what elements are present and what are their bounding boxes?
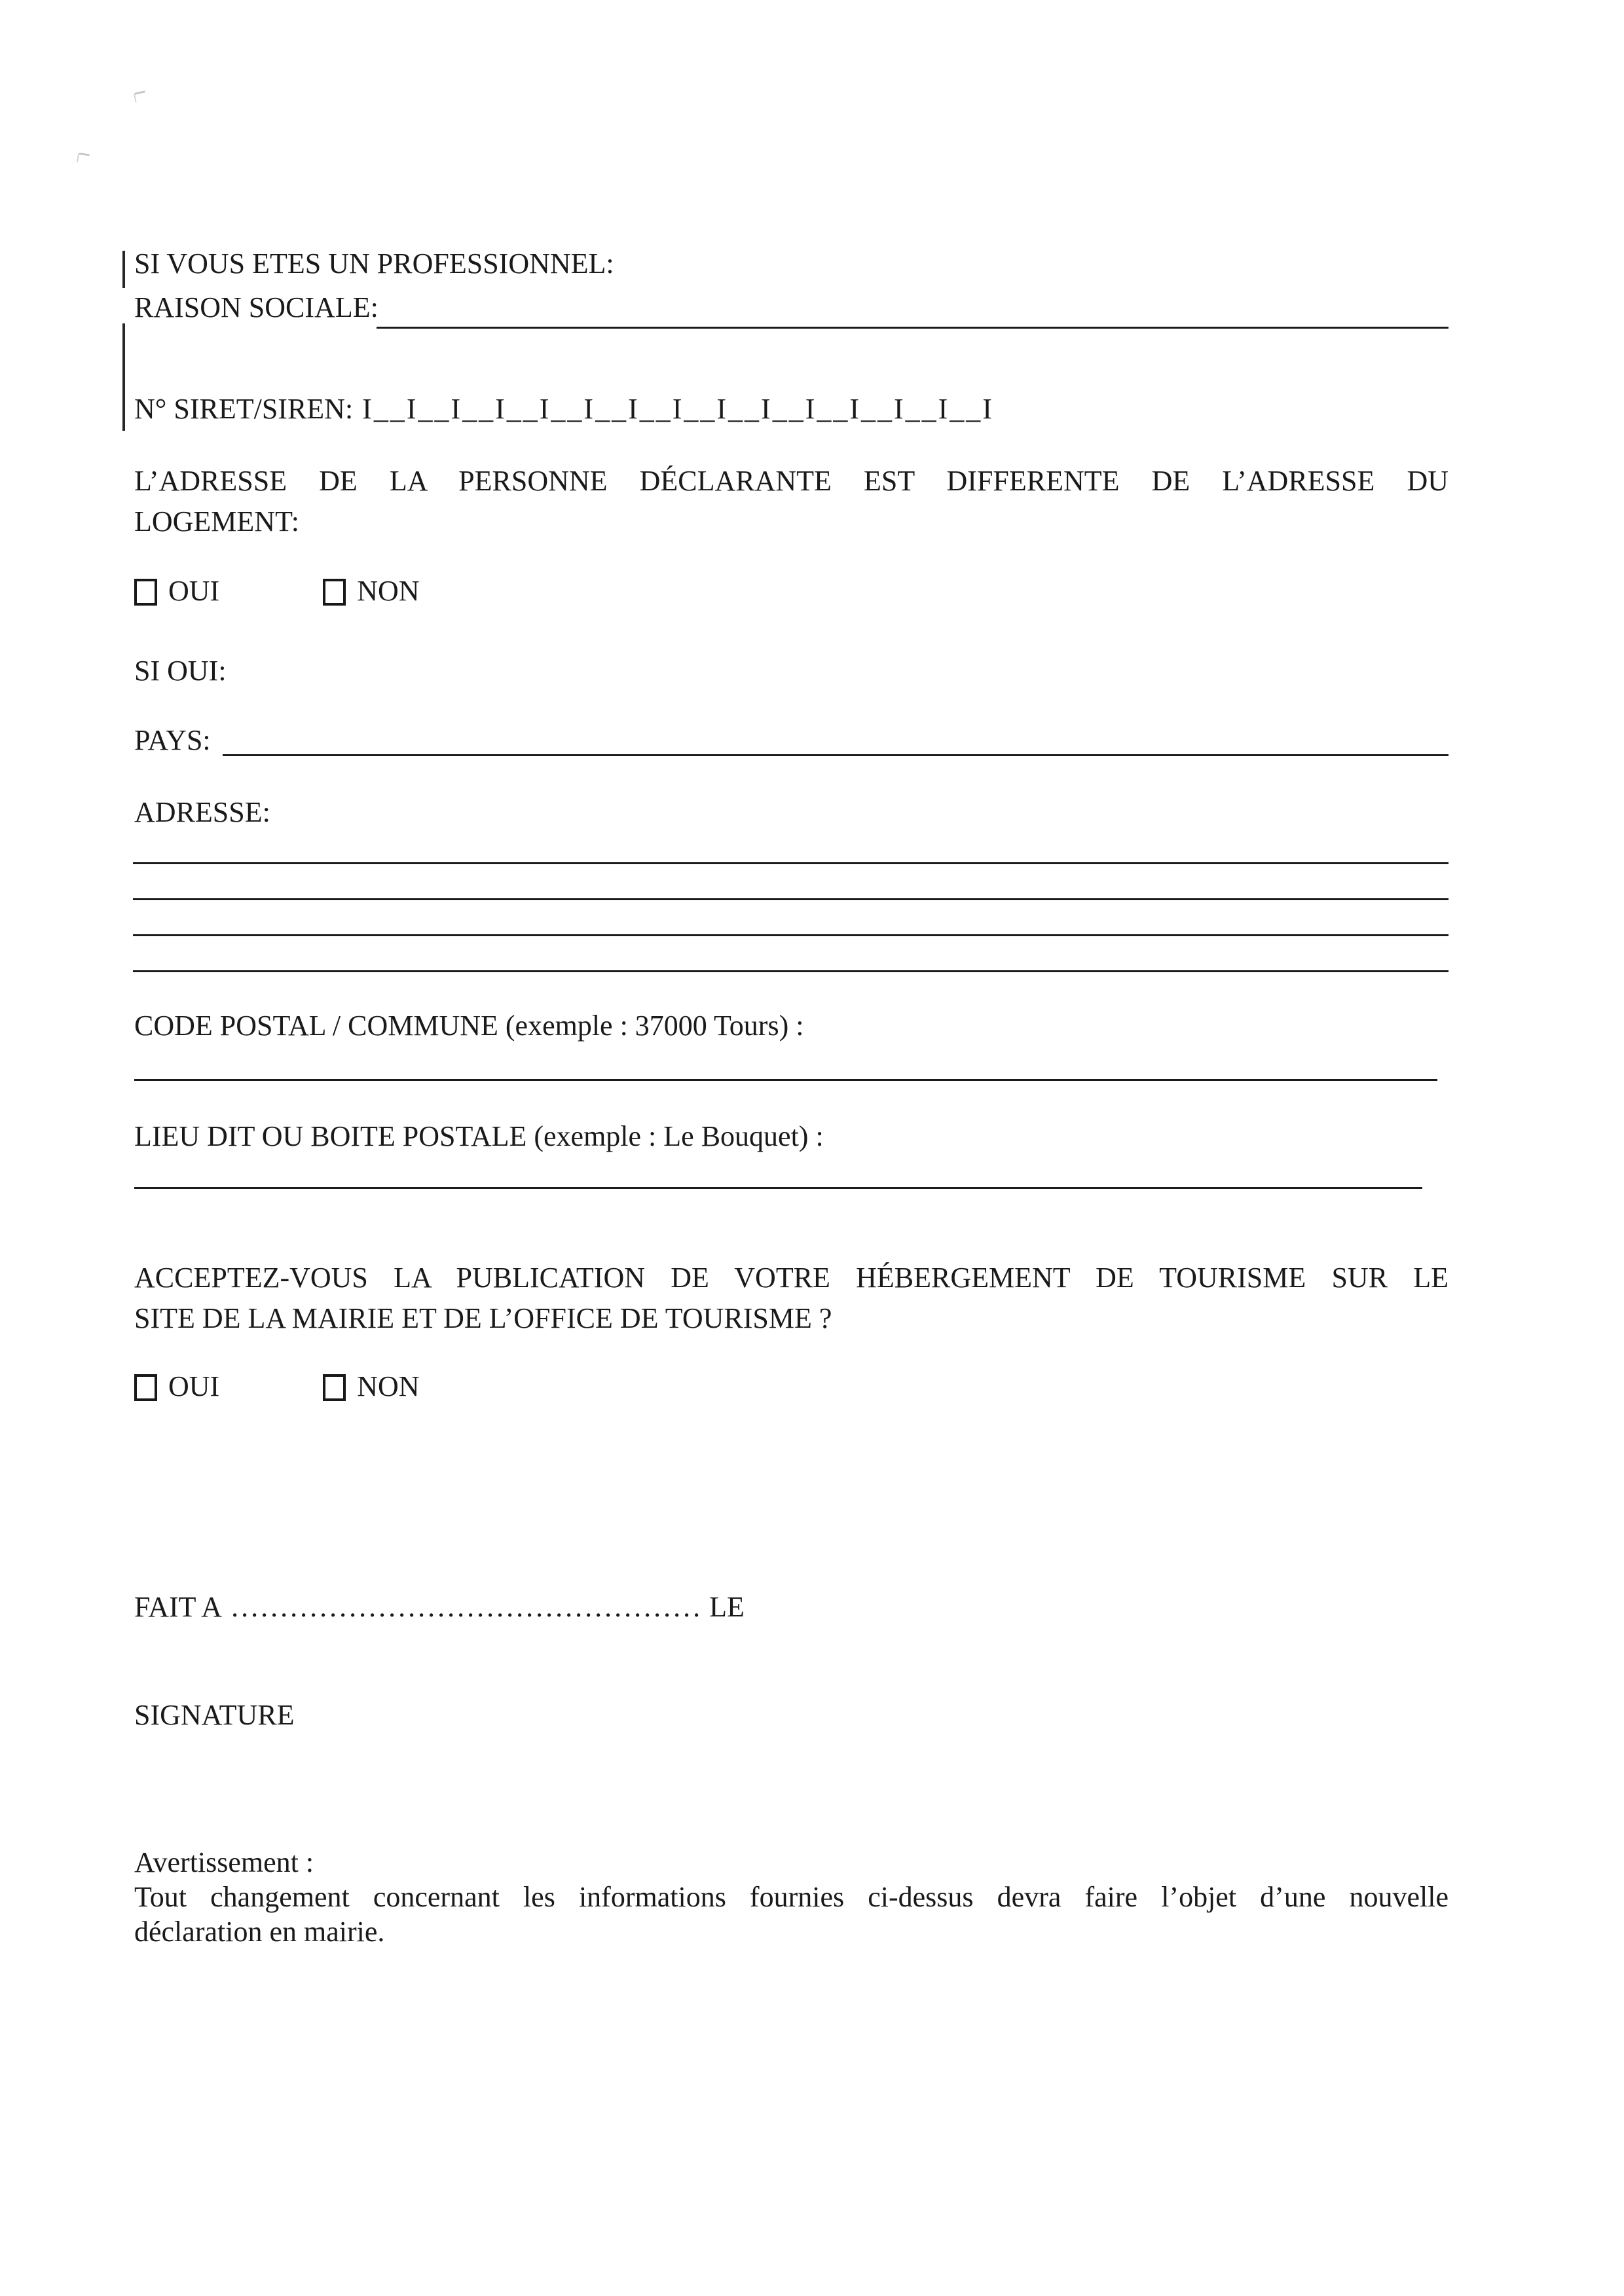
adresse-field-line-1[interactable] [133, 862, 1449, 864]
siret-row [134, 392, 994, 426]
adresse-field-line-2[interactable] [133, 898, 1449, 900]
code-postal-field-line[interactable] [134, 1079, 1437, 1081]
scan-artifact-2 [77, 153, 90, 164]
raison-sociale-field-line[interactable] [377, 327, 1449, 329]
address-choice-row [134, 574, 420, 608]
adresse-field-line-4[interactable] [133, 970, 1449, 972]
fait-a-dotted-line[interactable]: ................................................ [231, 1591, 703, 1623]
lieu-dit-field-line[interactable] [134, 1187, 1422, 1189]
publication-question-line1: ACCEPTEZ-VOUS LA PUBLICATION DE VOTRE HÉBERGEMENT DE TOURISME SUR LE [134, 1262, 1449, 1294]
oui-checkbox-publication[interactable] [134, 1374, 157, 1401]
le-label: LE [709, 1591, 745, 1623]
adresse-label: ADRESSE: [134, 796, 270, 828]
professional-section-heading: SI VOUS ETES UN PROFESSIONNEL: [134, 247, 614, 280]
lieu-dit-label: LIEU DIT OU BOITE POSTALE (exemple : Le Bouquet) : [134, 1120, 824, 1152]
code-postal-label: CODE POSTAL / COMMUNE (exemple : 37000 Tours) : [134, 1010, 804, 1042]
notice-body-line2: déclaration en mairie. [134, 1916, 385, 1948]
fait-a-row [134, 1590, 745, 1624]
notice-title: Avertissement : [134, 1846, 314, 1878]
address-question-line2: LOGEMENT: [134, 505, 299, 538]
notice-body-line1: Tout changement concernant les informations fournies ci-dessus devra faire l’objet d’une nouvelle [134, 1881, 1449, 1913]
siret-digit-boxes[interactable]: I__I__I__I__I__I__I__I__I__I__I__I__I__I__I [362, 393, 994, 425]
oui-checkbox-address[interactable] [134, 579, 157, 606]
signature-label: SIGNATURE [134, 1699, 295, 1731]
fait-a-label: FAIT A [134, 1591, 223, 1623]
publication-choice-row [134, 1369, 420, 1404]
margin-revision-bar-1 [122, 251, 125, 288]
pays-field-line[interactable] [223, 754, 1449, 756]
publication-question-line2: SITE DE LA MAIRIE ET DE L’OFFICE DE TOURISME ? [134, 1302, 832, 1334]
non-checkbox-publication[interactable] [323, 1374, 346, 1401]
non-label-address: NON [357, 575, 420, 607]
pays-label: PAYS: [134, 724, 211, 756]
scan-artifact-1 [134, 90, 147, 102]
siret-label: N° SIRET/SIREN: [134, 393, 354, 425]
oui-label-publication: OUI [168, 1370, 220, 1402]
margin-revision-bar-2 [122, 323, 125, 431]
oui-label-address: OUI [168, 575, 220, 607]
non-checkbox-address[interactable] [323, 579, 346, 606]
raison-sociale-label: RAISON SOCIALE: [134, 291, 378, 323]
si-oui-label: SI OUI: [134, 655, 227, 687]
address-question-line1: L’ADRESSE DE LA PERSONNE DÉCLARANTE EST DIFFERENTE DE L’ADRESSE DU [134, 465, 1449, 497]
non-label-publication: NON [357, 1370, 420, 1402]
adresse-field-line-3[interactable] [133, 934, 1449, 936]
